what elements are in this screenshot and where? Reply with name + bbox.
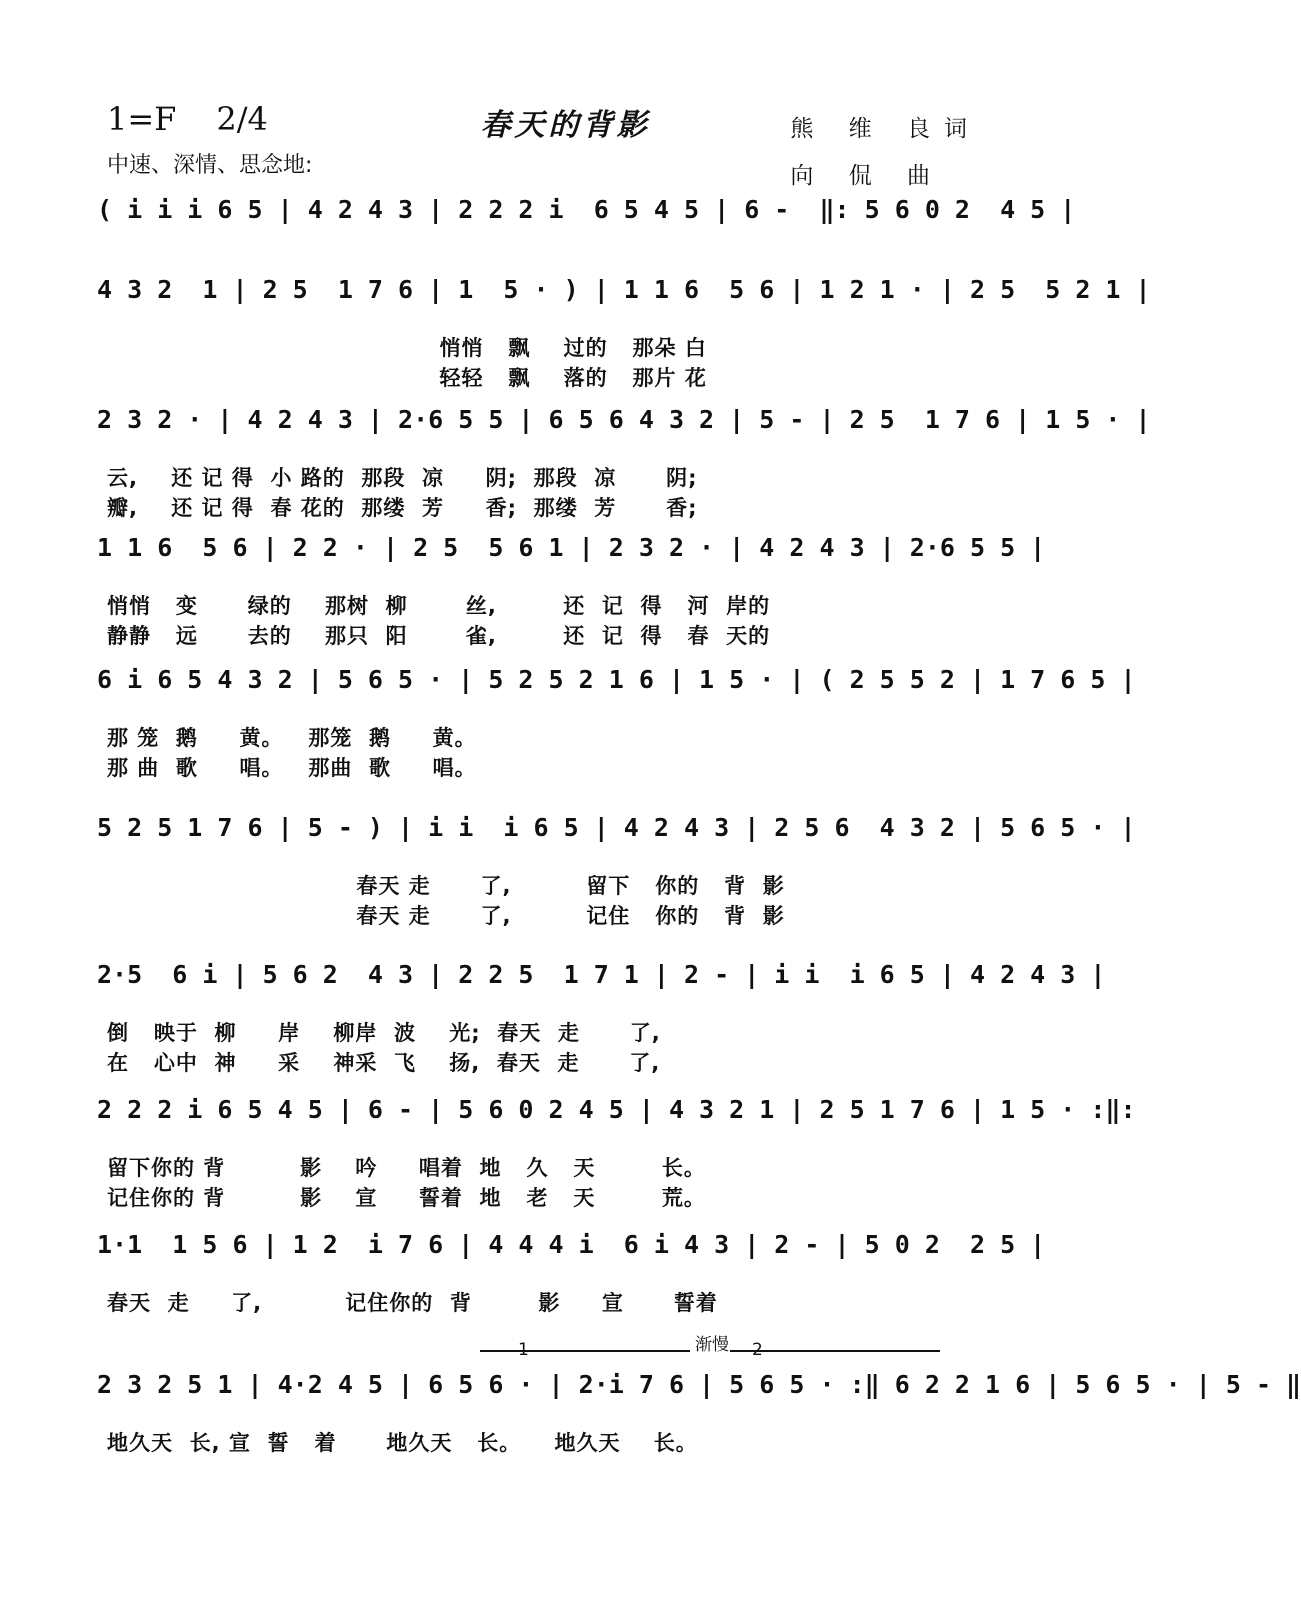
lyric-line: 记住你的 背 影 宣 誓着 地 老 天 荒。 xyxy=(107,1186,706,1210)
lyric-line: 那 曲 歌 唱。 那曲 歌 唱。 xyxy=(107,756,477,780)
lyricist: 熊 维 良词 xyxy=(790,116,981,142)
lyric-line: 瓣, 还 记 得 春 花的 那缕 芳 香; 那缕 芳 香; xyxy=(107,496,698,520)
lyric-line: 云, 还 记 得 小 路的 那段 凉 阴; 那段 凉 阴; xyxy=(107,466,698,490)
ending-first-bracket xyxy=(480,1350,690,1352)
lyric-line: 春天 走 了, 留下 你的 背 影 xyxy=(107,874,785,898)
lyric-line: 地久天 长, 宣 誓 着 地久天 长。 地久天 长。 xyxy=(107,1431,698,1455)
lyric-line: 轻轻 飘 落的 那片 花 xyxy=(107,366,707,390)
lyric-line: 在 心中 神 采 神采 飞 扬, 春天 走 了, xyxy=(107,1051,661,1075)
notation-line: 2 3 2 · | 4 2 4 3 | 2·6 5 5 | 6 5 6 4 3 2 | 5 - | 2 5 1 7 6 | 1 5 · | xyxy=(97,405,1151,434)
song-title: 春天的背影 xyxy=(480,108,651,143)
lyric-line: 悄悄 变 绿的 那树 柳 丝, 还 记 得 河 岸的 xyxy=(107,594,771,618)
key-signature: 1=F 2/4 xyxy=(107,100,268,138)
composer: 向 侃 曲 xyxy=(790,163,944,189)
notation-line: 6 i 6 5 4 3 2 | 5 6 5 · | 5 2 5 2 1 6 | 1 5 · | ( 2 5 5 2 | 1 7 6 5 | xyxy=(97,665,1136,694)
notation-line: 4 3 2 1 | 2 5 1 7 6 | 1 5 · ) | 1 1 6 5 6 | 1 2 1 · | 2 5 5 2 1 | xyxy=(97,275,1151,304)
notation-line: 2 3 2 5 1 | 4·2 4 5 | 6 5 6 · | 2·i 7 6 | 5 6 5 · :‖ 6 2 2 1 6 | 5 6 5 · | 5 - ‖ xyxy=(97,1370,1301,1399)
notation-line: 1 1 6 5 6 | 2 2 · | 2 5 5 6 1 | 2 3 2 · | 4 2 4 3 | 2·6 5 5 | xyxy=(97,533,1046,562)
lyric-line: 悄悄 飘 过的 那朵 白 xyxy=(107,336,707,360)
ritardando-marking: 渐慢 xyxy=(695,1335,729,1355)
notation-line: 1·1 1 5 6 | 1 2 i 7 6 | 4 4 4 i 6 i 4 3 | 2 - | 5 0 2 2 5 | xyxy=(97,1230,1046,1259)
notation-line: 5 2 5 1 7 6 | 5 - ) | i i i 6 5 | 4 2 4 3 | 2 5 6 4 3 2 | 5 6 5 · | xyxy=(97,813,1136,842)
ending-second-bracket xyxy=(730,1350,940,1352)
lyric-line: 静静 远 去的 那只 阳 雀, 还 记 得 春 天的 xyxy=(107,624,771,648)
time-signature: 2/4 xyxy=(216,100,268,138)
lyric-line: 春天 走 了, 记住 你的 背 影 xyxy=(107,904,785,928)
notation-line: 2 2 2 i 6 5 4 5 | 6 - | 5 6 0 2 4 5 | 4 3 2 1 | 2 5 1 7 6 | 1 5 · :‖: xyxy=(97,1095,1136,1124)
lyric-line: 留下你的 背 影 吟 唱着 地 久 天 长。 xyxy=(107,1156,706,1180)
lyric-line: 那 笼 鹅 黄。 那笼 鹅 黄。 xyxy=(107,726,477,750)
notation-line: 2·5 6 i | 5 6 2 4 3 | 2 2 5 1 7 1 | 2 - | i i i 6 5 | 4 2 4 3 | xyxy=(97,960,1106,989)
lyric-line: 倒 映于 柳 岸 柳岸 波 光; 春天 走 了, xyxy=(107,1021,661,1045)
lyric-line: 春天 走 了, 记住你的 背 影 宣 誓着 xyxy=(107,1291,718,1315)
notation-line: ( i i i 6 5 | 4 2 4 3 | 2 2 2 i 6 5 4 5 | 6 - ‖: 5 6 0 2 4 5 | xyxy=(97,195,1076,224)
tempo-marking: 中速、深情、思念地: xyxy=(107,153,313,178)
